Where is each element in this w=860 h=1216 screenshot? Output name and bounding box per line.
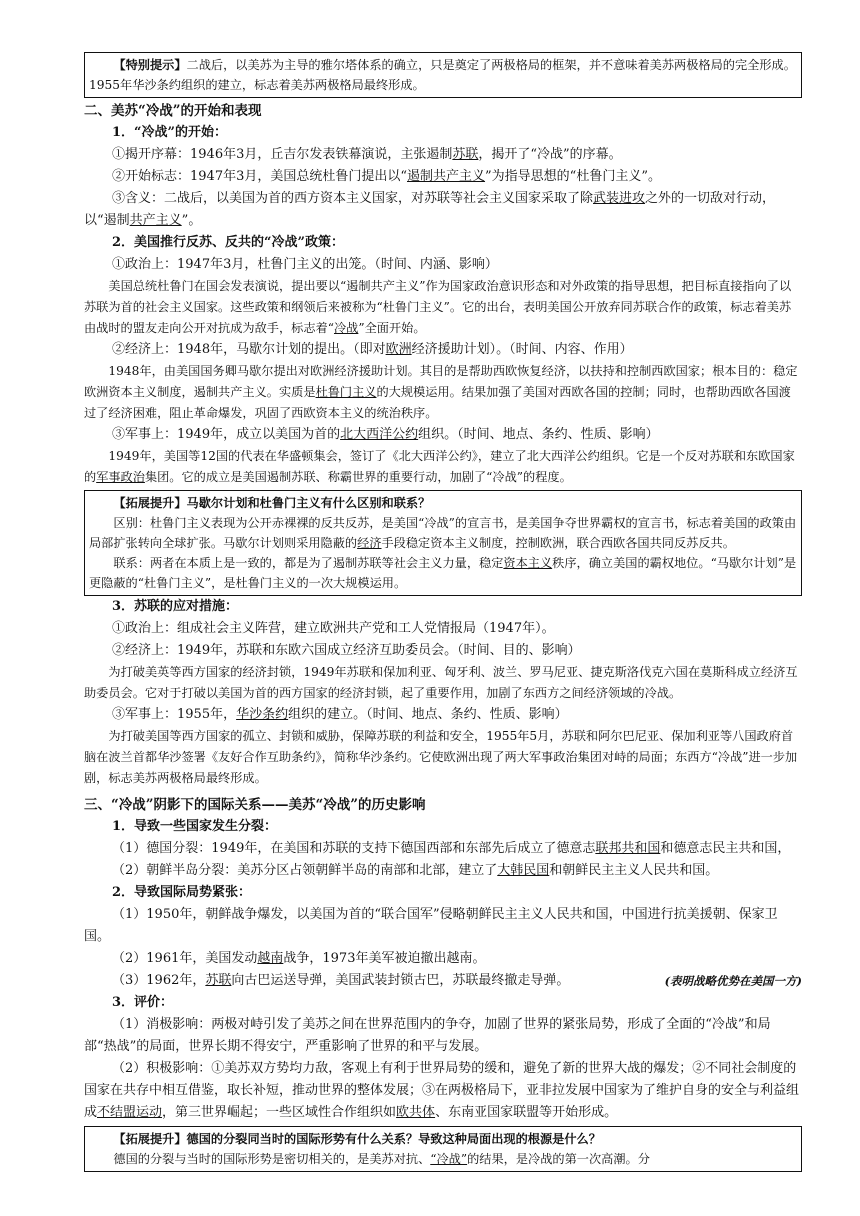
item-prelude: ①揭开序幕：1946年3月，丘吉尔发表铁幕演说，主张遏制苏联，揭开了“冷战”的序幕。 [112,147,622,162]
item-meaning: ③含义：二战后，以美国为首的西方资本主义国家，对苏联等社会主义国家采取了除武装进攻之外的一切敌对行动，以“遏制共产主义”。 [84,191,776,228]
item-military-head: ③军事上：1949年，成立以美国为首的北大西洋公约组织。（时间、地点、条约、性质、影响） [112,427,659,442]
extension-tip-1-diff: 区别：杜鲁门主义表现为公开赤裸裸的反共反苏，是美国“冷战”的宣言书，是美国争夺世界霸权的宣言书，标志着美国的政策由局部扩张转向全球扩张。马歇尔计划则采用隐蔽的经济手段稳定资本主义制度，控制欧洲，联合西欧各国共同反苏反共。 [89,516,797,550]
strategy-note: (表明战略优势在美国一方) [664,974,802,988]
item-korean-war: （1）1950年，朝鲜战争爆发，以美国为首的“联合国军”侵略朝鲜民主主义人民共和国，中国进行抗美援朝、保家卫国。 [84,907,778,944]
item-soviet-military: ③军事上：1955年，华沙条约组织的建立。（时间、地点、条约、性质、影响） [112,707,568,722]
extension-tip-box-1 [84,490,802,596]
item-germany-split: （1）德国分裂：1949年，在美国和苏联的支持下德国西部和东部先后成立了德意志联邦共和国和德意志民主共和国， [112,841,791,856]
subsection-splits: 1．导致一些国家发生分裂： [112,819,278,834]
item-negative-impact: （1）消极影响：两极对峙引发了美苏之间在世界范围内的争夺，加剧了世界的紧张局势，形成了全面的“冷战”和局部“热战”的局面，世界长期不得安宁，严重影响了世界的和平与发展。 [84,1017,771,1054]
special-tip-box [84,52,802,98]
section-3-title: 三、“冷战”阴影下的国际关系——美苏“冷战”的历史影响 [84,797,426,813]
military-body: 1949年，美国等12国的代表在华盛顿集会，签订了《北大西洋公约》，建立了北大西洋公约组织。它是一个反对苏联和东欧国家的军事政治集团。它的成立是美国遏制苏联、称霸世界的重要行动，加剧了“冷战”的程度。 [84,449,795,484]
item-soviet-economic: ②经济上：1949年，苏联和东欧六国成立经济互助委员会。（时间、目的、影响） [112,643,581,658]
extension-tip-2-title: 【拓展提升】德国的分裂同当时的国际形势有什么关系？导致这种局面出现的根源是什么？ [113,1132,601,1146]
extension-tip-1-title: 【拓展提升】马歇尔计划和杜鲁门主义有什么区别和联系？ [113,496,431,510]
extension-tip-1-link: 联系：两者在本质上是一致的，都是为了遏制苏联等社会主义力量，稳定资本主义秩序，确立美国的霸权地位。“马歇尔计划”是更隐蔽的“杜鲁门主义”，是杜鲁门主义的一次大规模运用。 [89,556,797,590]
subsection-tension: 2．导致国际局势紧张： [112,885,252,900]
special-tip-text: 【特别提示】二战后，以美苏为主导的雅尔塔体系的确立，只是奠定了两极格局的框架，并不意味着美苏两极格局的完全形成。1955年华沙条约组织的建立，标志着美苏两极格局最终形成。 [89,58,796,92]
item-soviet-political: ①政治上：组成社会主义阵营，建立欧洲共产党和工人党情报局（1947年）。 [112,621,555,636]
item-start-sign: ②开始标志：1947年3月，美国总统杜鲁门提出以“遏制共产主义”为指导思想的“杜鲁门主义”。 [112,169,661,184]
item-cuban-crisis: （3）1962年，苏联向古巴运送导弹，美国武装封锁古巴，苏联最终撤走导弹。 (表明战略优势在美国一方) [84,970,802,992]
subsection-soviet-response: 3．苏联的应对措施： [112,599,239,614]
subsection-evaluation: 3．评价： [112,995,174,1010]
item-political-head: ①政治上：1947年3月，杜鲁门主义的出笼。（时间、内涵、影响） [112,257,498,272]
extension-tip-box-2 [84,1126,802,1172]
document-page [84,52,802,1172]
soviet-economic-body: 为打破美英等西方国家的经济封锁，1949年苏联和保加利亚、匈牙利、波兰、罗马尼亚、捷克斯洛伐克六国在莫斯科成立经济互助委员会。它对于打破以美国为首的西方国家的经济封锁，起了重要作用，加剧了东西方之间经济领域的冷战。 [84,665,798,700]
political-body: 美国总统杜鲁门在国会发表演说，提出要以“遏制共产主义”作为国家政治意识形态和对外政策的指导思想，把目标直接指向了以苏联为首的社会主义国家。这些政策和纲领后来被称为“杜鲁门主义”。它的出台，表明美国公开放弃同苏联合作的政策，标志着美苏由战时的盟友走向公开对抗成为敌手，标志着“冷战”全面开始。 [84,279,792,335]
subsection-us-policy: 2．美国推行反苏、反共的“冷战”政策： [112,235,345,250]
item-vietnam-war: （2）1961年，美国发动越南战争，1973年美军被迫撤出越南。 [112,951,486,966]
section-2-title: 二、美苏“冷战”的开始和表现 [84,103,262,119]
economic-body: 1948年，由美国国务卿马歇尔提出对欧洲经济援助计划。其目的是帮助西欧恢复经济，以扶持和控制西欧国家；根本目的：稳定欧洲资本主义制度，遏制共产主义。实质是杜鲁门主义的大规模运用。结果加强了美国对西欧各国的控制；同时，也帮助西欧各国渡过了经济困难，阻止革命爆发，巩固了西欧资本主义的统治秩序。 [84,364,798,420]
soviet-military-body: 为打破美国等西方国家的孤立、封锁和威胁，保障苏联的利益和安全，1955年5月，苏联和阿尔巴尼亚、保加利亚等八国政府首脑在波兰首都华沙签署《友好合作互助条约》，简称华沙条约。它使欧洲出现了两大军事政治集团对峙的局面；东西方“冷战”进一步加剧，标志美苏两极格局最终形成。 [84,729,798,785]
item-economic-head: ②经济上：1948年，马歇尔计划的提出。（即对欧洲经济援助计划）。（时间、内容、作用） [112,342,633,357]
item-korea-split: （2）朝鲜半岛分裂：美苏分区占领朝鲜半岛的南部和北部，建立了大韩民国和朝鲜民主主义人民共和国。 [112,863,719,878]
item-positive-impact: （2）积极影响：①美苏双方势均力敌，客观上有利于世界局势的缓和，避免了新的世界大战的爆发；②不同社会制度的国家在共存中相互借鉴，取长补短，推动世界的整体发展；③在两极格局下，亚非拉发展中国家为了维护自身的安全与利益组成不结盟运动，第三世界崛起；一些区域性合作组织如欧共体、东南亚国家联盟等开始形成。 [84,1061,800,1120]
extension-tip-2-text: 德国的分裂与当时的国际形势是密切相关的，是美苏对抗、“冷战”的结果，是冷战的第一次高潮。分 [113,1152,650,1166]
subsection-cold-war-start: 1．“冷战”的开始： [112,125,228,140]
